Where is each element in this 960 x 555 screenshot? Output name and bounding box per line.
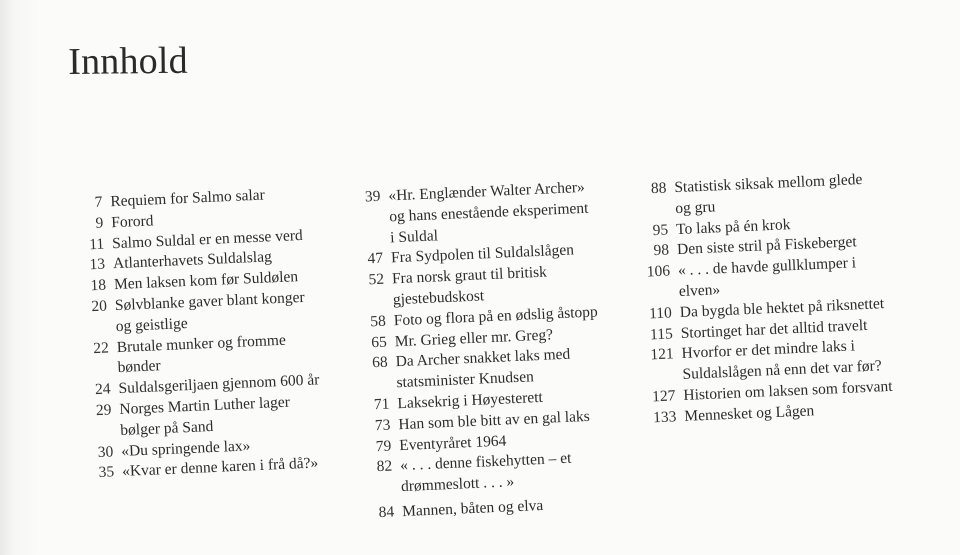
toc-page-number: 110 [648,304,673,323]
toc-entry-title-line: «Kvar er denne karen i frå då?» [121,454,319,481]
page-title: Innhold [68,39,189,83]
toc-page-number: 11 [88,235,105,253]
toc-entry-title-line: Men laksen kom før Suldølen [113,268,299,294]
toc-entry-title-line: og geistlige [115,314,189,335]
toc-page-number: 7 [94,193,103,211]
toc-page-number: 68 [371,353,389,372]
toc-page-number: 95 [652,221,669,239]
toc-entry-title-line: Suldalsgeriljaen gjennom 600 år [118,371,320,398]
toc-page-number: 84 [378,503,395,522]
toc-column-1 [70,182,352,485]
toc-entry-title-line: « . . . denne fiskehytten – et [399,450,572,475]
toc-page-number: 121 [650,345,675,364]
toc-page-number: 71 [373,395,390,414]
toc-entry-title-line: Brutale munker og fromme [116,331,287,356]
toc-entry-title-line: Sølvblanke gaver blant konger [114,288,305,315]
toc-page-number: 39 [364,187,381,206]
toc-page-number: 133 [652,408,677,427]
toc-entry-title-line: Suldalslågen nå enn det var før? [682,357,883,384]
toc-entry-title-line: Da bygda ble hektet på riksnettet [679,294,885,321]
toc-page-number: 13 [89,255,106,274]
toc-entry-title-line: Fra Sydpolen til Suldalslågen [390,241,575,267]
toc-entry-title-line: bølger på Sand [119,417,214,439]
toc-entry-title-line: Den siste stril på Fiskeberget [676,233,857,259]
toc-entry-title-line: Da Archer snakket laks med [395,346,571,371]
toc-page-number: 98 [653,241,670,260]
toc-page-number: 82 [376,457,393,476]
toc-page-number: 29 [95,401,112,420]
toc-entry-title-line: Norges Martin Luther lager [119,393,291,419]
toc-page-number: 127 [651,387,676,406]
toc-entry-title-line: To laks på én krok [675,215,791,238]
toc-entry-title-line: i Suldal [389,226,439,246]
toc-entry-title-line: Laksekrig i Høyesterett [397,388,544,413]
toc-entry-title [388,176,624,249]
toc-entry-title-line: Mennesket og Lågen [683,402,815,425]
toc-page-number: 115 [649,324,674,343]
toc-entry-title [400,446,636,498]
toc-entry-title-line: Mannen, båten og elva [401,496,544,521]
toc-entry-title-line: «Hr. Englænder Walter Archer» [388,178,586,205]
toc-entry-title-line: bønder [117,357,162,377]
toc-entry-title-line: Fra norsk graut til britisk [391,263,548,288]
toc-entry-title-line: «Du springende lax» [120,436,251,460]
toc-entry-title-line: Mr. Grieg eller mr. Greg? [394,325,554,350]
toc-page-number: 52 [368,270,385,289]
toc-entry-title-line: « . . . de havde gullklumper i [677,254,857,280]
toc-page-number: 88 [650,179,667,198]
toc-page-number: 35 [98,463,115,482]
toc-entry-title-line: gjestebudskost [392,287,485,309]
toc-entry-title-line: og hans enestående eksperiment [388,199,589,226]
toc-entry-title-line: drømmeslott . . . » [400,473,515,496]
toc-entry-title-line: og gru [674,198,716,217]
toc-entry-title-line: Salmo Suldal er en messe verd [111,226,304,252]
toc-page-number: 106 [646,262,671,281]
toc-entry-title-line: Historien om laksen som forsvant [683,377,893,404]
toc-entry-title-line: Hvorfor er det mindre laks i [681,337,856,363]
toc-entry-title-line: Atlanterhavets Suldalslag [112,248,273,273]
toc-column-2 [352,176,636,524]
toc-page-number: 73 [374,416,391,434]
toc-entry-title-line: Stortinget har det alltid travelt [680,316,868,342]
toc-page-number: 79 [375,437,392,455]
toc-page-number: 20 [91,297,108,316]
toc-entry [352,176,624,250]
toc-entry-title-line: Foto og flora på en ødslig åstopp [393,303,599,330]
toc-entry-title-line: Han som ble bitt av en gal laks [397,407,591,433]
toc-page-number: 58 [369,312,387,331]
toc-page-number: 47 [367,250,384,268]
toc-column-3 [632,168,913,429]
toc-entry-title-line: elven» [678,281,721,301]
toc-entry-title-line: statsminister Knudsen [396,368,535,392]
toc-entry-title-line: Forord [110,212,154,232]
toc-page-number: 9 [95,214,104,232]
toc-page-number: 18 [90,276,107,295]
toc-page-number: 30 [97,442,114,461]
toc-page-number: 22 [92,339,110,357]
toc-entry-title-line: Statistisk siksak mellom glede [674,170,863,197]
toc-page-number: 24 [94,380,111,399]
toc-page-number: 65 [370,333,388,351]
toc-entry-title-line: Eventyråret 1964 [398,432,507,454]
toc-entry-title-line: Requiem for Salmo salar [110,186,266,211]
